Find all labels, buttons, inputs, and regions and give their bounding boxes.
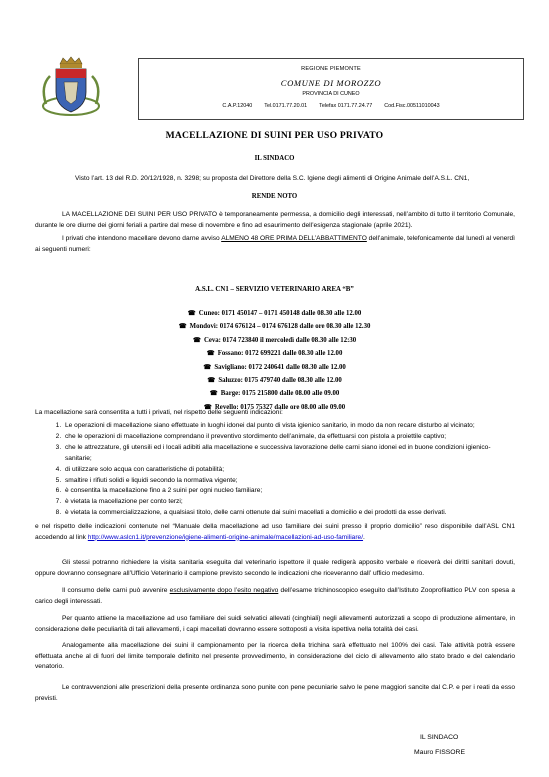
list-item: 1. Le operazioni di macellazione siano effettuate in luoghi idonei dal punto di vista igienico sanitario, in modo da non recare disturbo al vicinato; [63, 421, 515, 432]
contact-line: ☎ Barge: 0175 215800 dalle 08.00 alle 09.00 [0, 387, 549, 400]
contact-line: ☎ Revello: 0175 75327 dalle ore 08.00 alle 09.00 [0, 401, 549, 414]
rende-noto-heading: RENDE NOTO [251, 193, 298, 200]
phone-icon: ☎ [203, 403, 212, 411]
fiscal-code: Cod.Fisc.00511010043 [384, 103, 440, 109]
contact-line: ☎ Fossano: 0172 699221 dalle 08.30 alle 12.00 [0, 347, 549, 360]
phone-icon: ☎ [178, 323, 187, 331]
phone-icon: ☎ [203, 363, 212, 371]
paragraph-consumption: Il consumo delle carni può avvenire esclusivamente dopo l’esito negativo dell’esame trichinoscopico eseguito dall’Istituto Zooprofilattico PLV con spesa a carico degli interessati. [35, 587, 515, 605]
rules-list [35, 421, 515, 519]
paragraph-permission: LA MACELLAZIONE DEI SUINI PER USO PRIVATO è temporaneamente permessa, a domicilio degli interessati, nell’ambito di tutto il territorio Comunale, durante le ore diurne dei giorni feriali a partire dal mese di novembre e fino ad esaurimento dell’esigenza stagionale (aprile 2021). [35, 211, 515, 229]
phone-icon: ☎ [206, 350, 215, 358]
paragraph-veterinary-visit: Gli stessi potranno richiedere la visita sanitaria eseguita dal veterinario ispettore il quale redigerà apposito verbale e riceverà dei diritti sanitari dovuti, oppure dovranno consegnare all’Ufficio Veterinario il campione previsto secondo le indicazioni che riceveranno dall’ ufficio medesimo. [35, 559, 515, 577]
guide-paragraph: e nel rispetto delle indicazioni contenute nel “Manuale della macellazione ad uso familiare dei suini presso il proprio domicilio” reso disponibile dall’ASL CN1 accedendo al link http://www.aslcn1.it/prevenzione/igiene-alimenti-origine-animale/macellazioni-ad-uso-familiare/. [35, 523, 515, 541]
paragraph-trichina: Analogamente alla macellazione dei suini il campionamento per la ricerca della trichina sarà effettuato nel 100% dei casi. Tale attività potrà essere effettuata anche al di fuori del limite temporale definito nel presente provvedimento, in considerazione del ciclo di allevamento allo stato brado e del calendario venatorio. [35, 642, 515, 671]
telefax: Telefax 0171.77.24.77 [319, 103, 373, 109]
contact-line: ☎ Mondovì: 0174 676124 – 0174 676128 dalle ore 08.30 alle 12.30 [0, 320, 549, 333]
municipal-crest-icon [36, 56, 106, 118]
phone-icon: ☎ [209, 390, 218, 398]
region-label: REGIONE PIEMONTE [301, 66, 361, 72]
paragraph-penalties: Le contravvenzioni alle prescrizioni della presente ordinanza sono punite con pene pecuniarie salvo le pene maggiori sancite dal C.P. e per i reati da esso previsti. [35, 684, 515, 702]
telephone: Tel.0171.77.20.01 [264, 103, 308, 109]
contact-list [0, 307, 549, 414]
consumption-condition: esclusivamente dopo l’esito negativo [169, 587, 279, 594]
list-item: 4. di utilizzare solo acqua con caratteristiche di potabilità; [63, 465, 515, 476]
contact-line: ☎ Saluzzo: 0175 479740 dalle 08.30 alle 12.00 [0, 374, 549, 387]
comune-name: COMUNE DI MOROZZO [280, 78, 382, 88]
paragraph-notice: I privati che intendono macellare devono darne avviso ALMENO 48 ORE PRIMA DELL’ABBATTIMENTO dell’animale, telefonicamente dal lunedì al venerdì ai seguenti numeri: [35, 235, 515, 253]
province-label: PROVINCIA DI CUNEO [302, 91, 360, 97]
phone-icon: ☎ [207, 377, 216, 385]
notice-deadline: ALMENO 48 ORE PRIMA DELL’ABBATTIMENTO [221, 235, 367, 242]
list-item: 5. smaltire i rifiuti solidi e liquidi secondo la normativa vigente; [63, 476, 515, 487]
list-item: 8. è vietata la commercializzazione, a qualsiasi titolo, delle carni ottenute dai suini macellati a domicilio e dei prodotti da esse derivati. [63, 508, 515, 519]
contact-line: ☎ Cuneo: 0171 450147 – 0171 450148 dalle 08.30 alle 12.00 [0, 307, 549, 320]
list-item: 3. che le attrezzature, gli utensili ed i locali adibiti alla macellazione e successiva lavorazione delle carni siano idonei ed in buone condizioni igienico-sanitarie; [63, 443, 515, 465]
manual-link[interactable]: http://www.aslcn1.it/prevenzione/igiene-alimenti-origine-animale/macellazioni-ad-uso-familiare/ [87, 533, 364, 541]
rules-intro: La macellazione sarà consentita a tutti i privati, nel rispetto delle seguenti indicazioni: [35, 409, 283, 416]
list-item: 7. è vietata la macellazione per conto terzi; [63, 497, 515, 508]
contact-line: ☎ Ceva: 0174 723840 il mercoledì dalle 08.30 alle 12:30 [0, 334, 549, 347]
letterhead [138, 58, 524, 120]
phone-icon: ☎ [187, 310, 196, 317]
contact-line: ☎ Savigliano: 0172 240641 dalle 08.30 alle 12.00 [0, 361, 549, 374]
paragraph-wild-boars: Per quanto attiene la macellazione ad uso familiare dei suidi selvatici allevati (cinghiali) negli allevamenti autorizzati a scopo di produzione alimentare, in considerazione delle peculiarità di tali allevamenti, i capi macellati dovranno essere sottoposti a visita ispettiva nella totalità dei casi. [35, 615, 515, 633]
document-title: MACELLAZIONE DI SUINI PER USO PRIVATO [165, 130, 384, 141]
authority-heading: IL SINDACO [254, 155, 295, 162]
list-item: 6. è consentita la macellazione fino a 2 suini per ogni nucleo familiare; [63, 486, 515, 497]
letterhead-contacts [139, 103, 523, 109]
visto-paragraph: Visto l’art. 13 del R.D. 20/12/1928, n. 3298; su proposta del Direttore della S.C. Igiene degli alimenti di Origine Animale dell’A.S.L. CN1, [75, 175, 470, 182]
phone-icon: ☎ [192, 336, 201, 344]
signature-name: Mauro FISSORE [414, 749, 465, 756]
signature-role: IL SINDACO [420, 734, 459, 741]
list-item: 2. che le operazioni di macellazione comprendano il preventivo stordimento dell’animale, da effettuarsi con pistola a proiettile captivo; [63, 432, 515, 443]
cap: C.A.P.12040 [222, 103, 253, 109]
asl-service-title: A.S.L. CN1 – SERVIZIO VETERINARIO AREA “B” [195, 286, 354, 293]
